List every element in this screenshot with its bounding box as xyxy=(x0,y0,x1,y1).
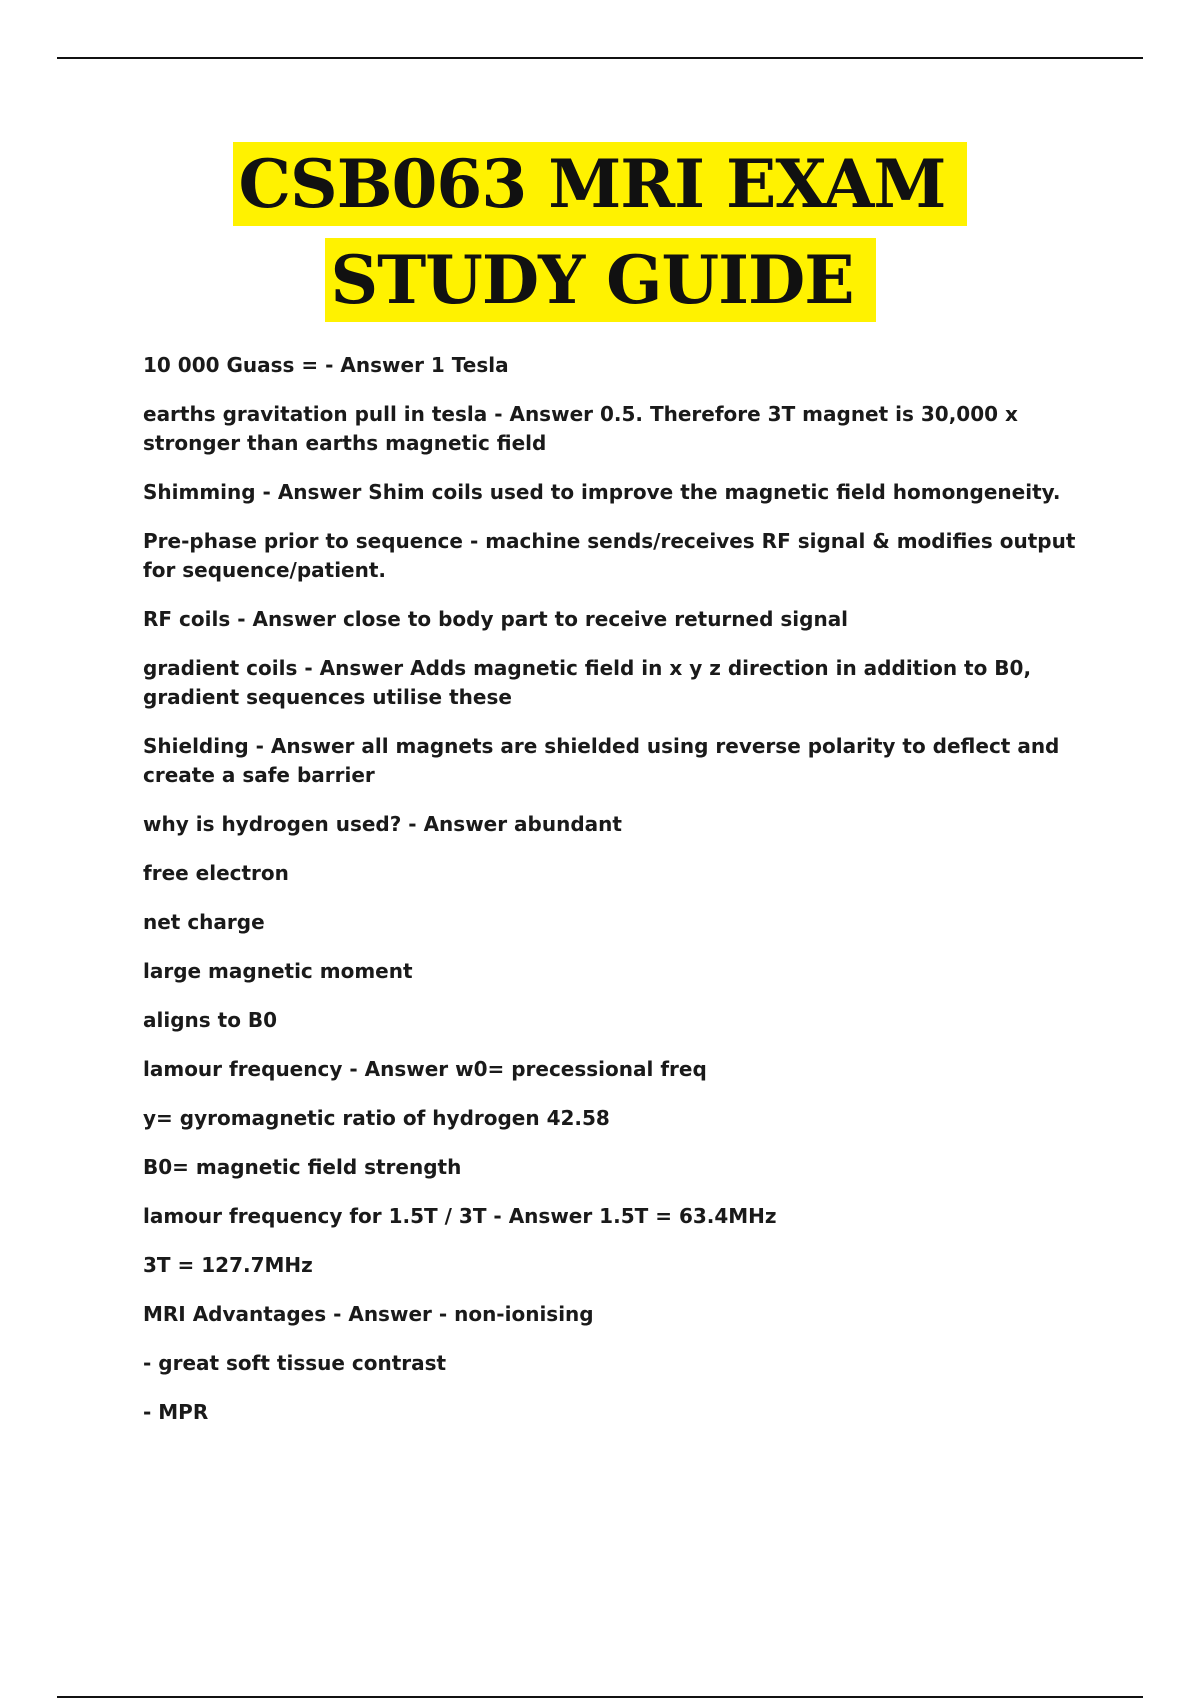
document-title xyxy=(0,142,1200,322)
entry-lamour-frequency: lamour frequency - Answer w0= precessional freq xyxy=(143,1057,707,1081)
entry-soft-tissue: - great soft tissue contrast xyxy=(143,1351,447,1375)
entry-magnetic-moment: large magnetic moment xyxy=(143,959,413,983)
entry-aligns-b0: aligns to B0 xyxy=(143,1008,278,1032)
entry-mri-advantages: MRI Advantages - Answer - non-ionising xyxy=(143,1302,594,1326)
entry-earth-pull: earths gravitation pull in tesla - Answer 0.5. Therefore 3T magnet is 30,000 x stronger than earths magnetic field xyxy=(143,402,1018,455)
entry-b0-strength: B0= magnetic field strength xyxy=(143,1155,462,1179)
top-rule xyxy=(57,57,1143,59)
entry-shielding: Shielding - Answer all magnets are shielded using reverse polarity to deflect and create a safe barrier xyxy=(143,734,1060,787)
entry-lamour-3t: 3T = 127.7MHz xyxy=(143,1253,313,1277)
entry-lamour-1-5t: lamour frequency for 1.5T / 3T - Answer 1.5T = 63.4MHz xyxy=(143,1204,777,1228)
entry-shimming: Shimming - Answer Shim coils used to improve the magnetic field homongeneity. xyxy=(143,480,1061,504)
title-line-2: STUDY GUIDE xyxy=(325,238,876,322)
entry-pre-phase: Pre-phase prior to sequence - machine sends/receives RF signal & modifies output for sequence/patient. xyxy=(143,529,1076,582)
entry-gyromagnetic-ratio: y= gyromagnetic ratio of hydrogen 42.58 xyxy=(143,1106,610,1130)
entry-net-charge: net charge xyxy=(143,910,265,934)
study-guide-content xyxy=(143,351,1088,1447)
entry-rf-coils: RF coils - Answer close to body part to receive returned signal xyxy=(143,607,849,631)
entry-gradient-coils: gradient coils - Answer Adds magnetic field in x y z direction in addition to B0, gradient sequences utilise these xyxy=(143,656,1032,709)
entry-hydrogen: why is hydrogen used? - Answer abundant xyxy=(143,812,622,836)
entry-free-electron: free electron xyxy=(143,861,289,885)
entry-mpr: - MPR xyxy=(143,1400,209,1424)
entry-gauss-tesla: 10 000 Guass = - Answer 1 Tesla xyxy=(143,353,509,377)
title-line-1: CSB063 MRI EXAM xyxy=(233,142,968,226)
bottom-rule xyxy=(57,1696,1143,1698)
